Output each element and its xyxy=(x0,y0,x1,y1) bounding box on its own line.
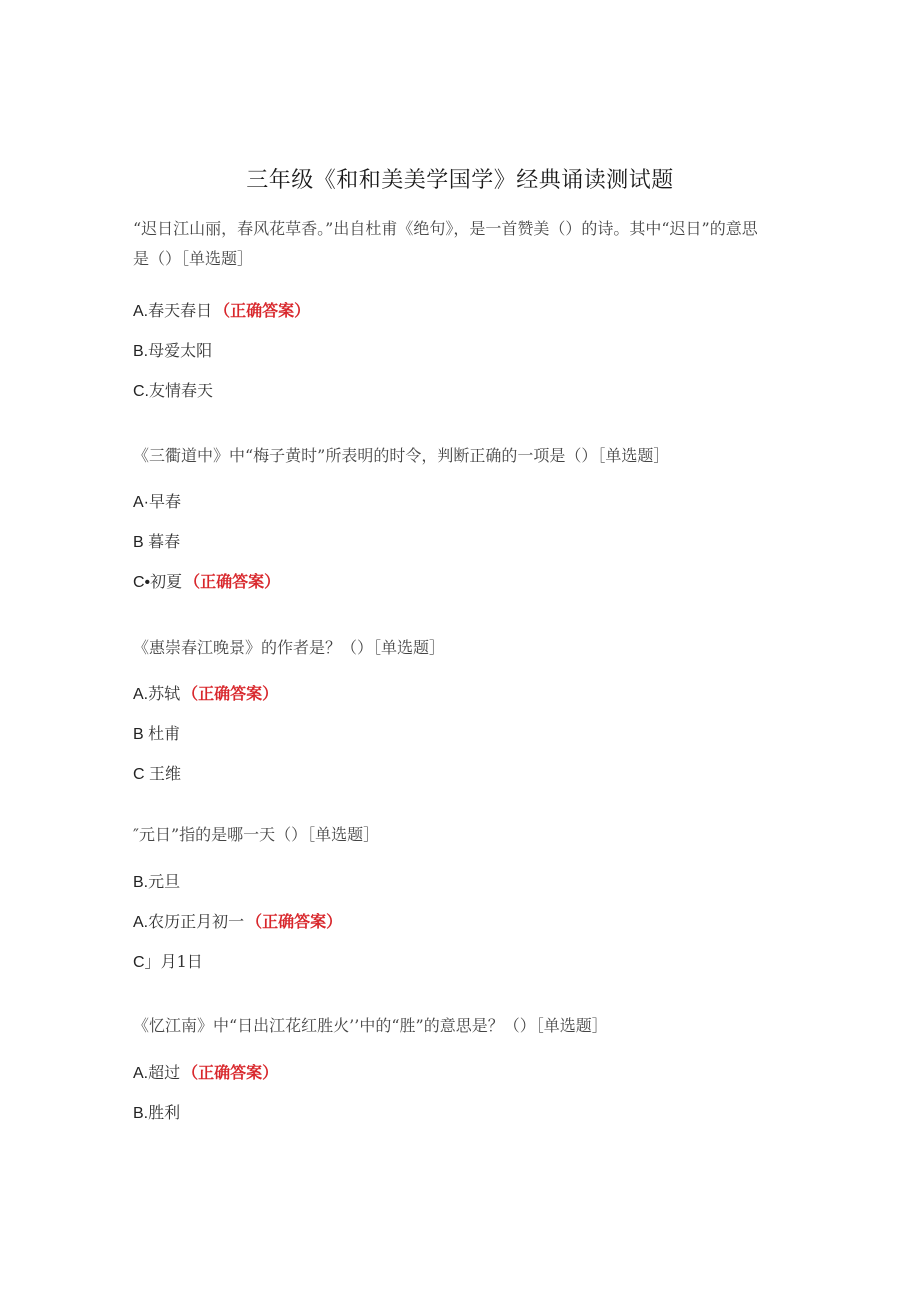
option-text: 王维 xyxy=(149,764,182,783)
question-1-option-a xyxy=(133,300,310,323)
correct-answer-mark: （正确答案） xyxy=(184,572,281,591)
option-text: 胜利 xyxy=(148,1103,181,1122)
option-text: 春天春日 xyxy=(148,301,213,320)
option-letter: B. xyxy=(133,343,149,360)
question-4-option-c xyxy=(133,951,203,974)
question-2-option-b xyxy=(133,531,180,554)
question-3-option-a xyxy=(133,683,278,706)
option-text: 暮春 xyxy=(148,532,181,551)
option-letter: A· xyxy=(133,494,149,511)
option-text: 母爱太阳 xyxy=(148,341,213,360)
question-4-option-b xyxy=(133,871,180,894)
question-2-text: 《三衢道中》中“梅子黄时”所表明的时令，判断正确的一项是（）［单选题］ xyxy=(133,446,670,465)
correct-answer-mark: （正确答案） xyxy=(246,912,343,931)
question-1-text: “迟日江山丽，春风花草香。”出自杜甫《绝句》，是一首赞美（）的诗。其中“迟日”的意思是（）［单选题］ xyxy=(133,219,758,268)
correct-answer-mark: （正确答案） xyxy=(214,301,311,320)
option-text: 苏轼 xyxy=(148,684,181,703)
option-letter: C xyxy=(133,766,149,783)
option-letter: A. xyxy=(133,1065,149,1082)
option-text: 友情春天 xyxy=(149,381,214,400)
question-1-option-c xyxy=(133,380,213,403)
option-letter: C」 xyxy=(133,954,161,971)
question-5-option-b xyxy=(133,1102,180,1125)
question-3-text: 《惠崇春江晚景》的作者是？（）［单选题］ xyxy=(133,638,446,657)
option-text: 农历正月初一 xyxy=(148,912,245,931)
option-letter: A. xyxy=(133,303,149,320)
option-letter: B. xyxy=(133,874,149,891)
option-text: 元旦 xyxy=(148,872,181,891)
question-3-option-b xyxy=(133,723,180,746)
option-text: 月1日 xyxy=(160,952,203,971)
option-text: 杜甫 xyxy=(148,724,181,743)
option-letter: C• xyxy=(133,574,151,591)
question-1-option-b xyxy=(133,340,212,363)
question-4-text: ″元日”指的是哪一天（）［单选题］ xyxy=(133,825,380,844)
correct-answer-mark: （正确答案） xyxy=(182,1063,279,1082)
option-letter: B. xyxy=(133,1105,149,1122)
option-text: 超过 xyxy=(148,1063,181,1082)
option-text: 初夏 xyxy=(150,572,183,591)
option-text: 早春 xyxy=(149,492,182,511)
option-letter: B xyxy=(133,726,149,743)
question-2-option-a xyxy=(133,491,181,514)
option-letter: A. xyxy=(133,686,149,703)
option-letter: C. xyxy=(133,383,149,400)
question-2-option-c xyxy=(133,571,280,594)
question-5-text: 《忆江南》中“日出江花红胜火’’中的“胜”的意思是？（）［单选题］ xyxy=(133,1016,608,1035)
question-3-option-c xyxy=(133,763,181,786)
question-4-option-a xyxy=(133,911,342,934)
question-5-option-a xyxy=(133,1062,278,1085)
option-letter: A. xyxy=(133,914,149,931)
page-title: 三年级《和和美美学国学》经典诵读测试题 xyxy=(246,168,674,193)
correct-answer-mark: （正确答案） xyxy=(182,684,279,703)
option-letter: B xyxy=(133,534,149,551)
